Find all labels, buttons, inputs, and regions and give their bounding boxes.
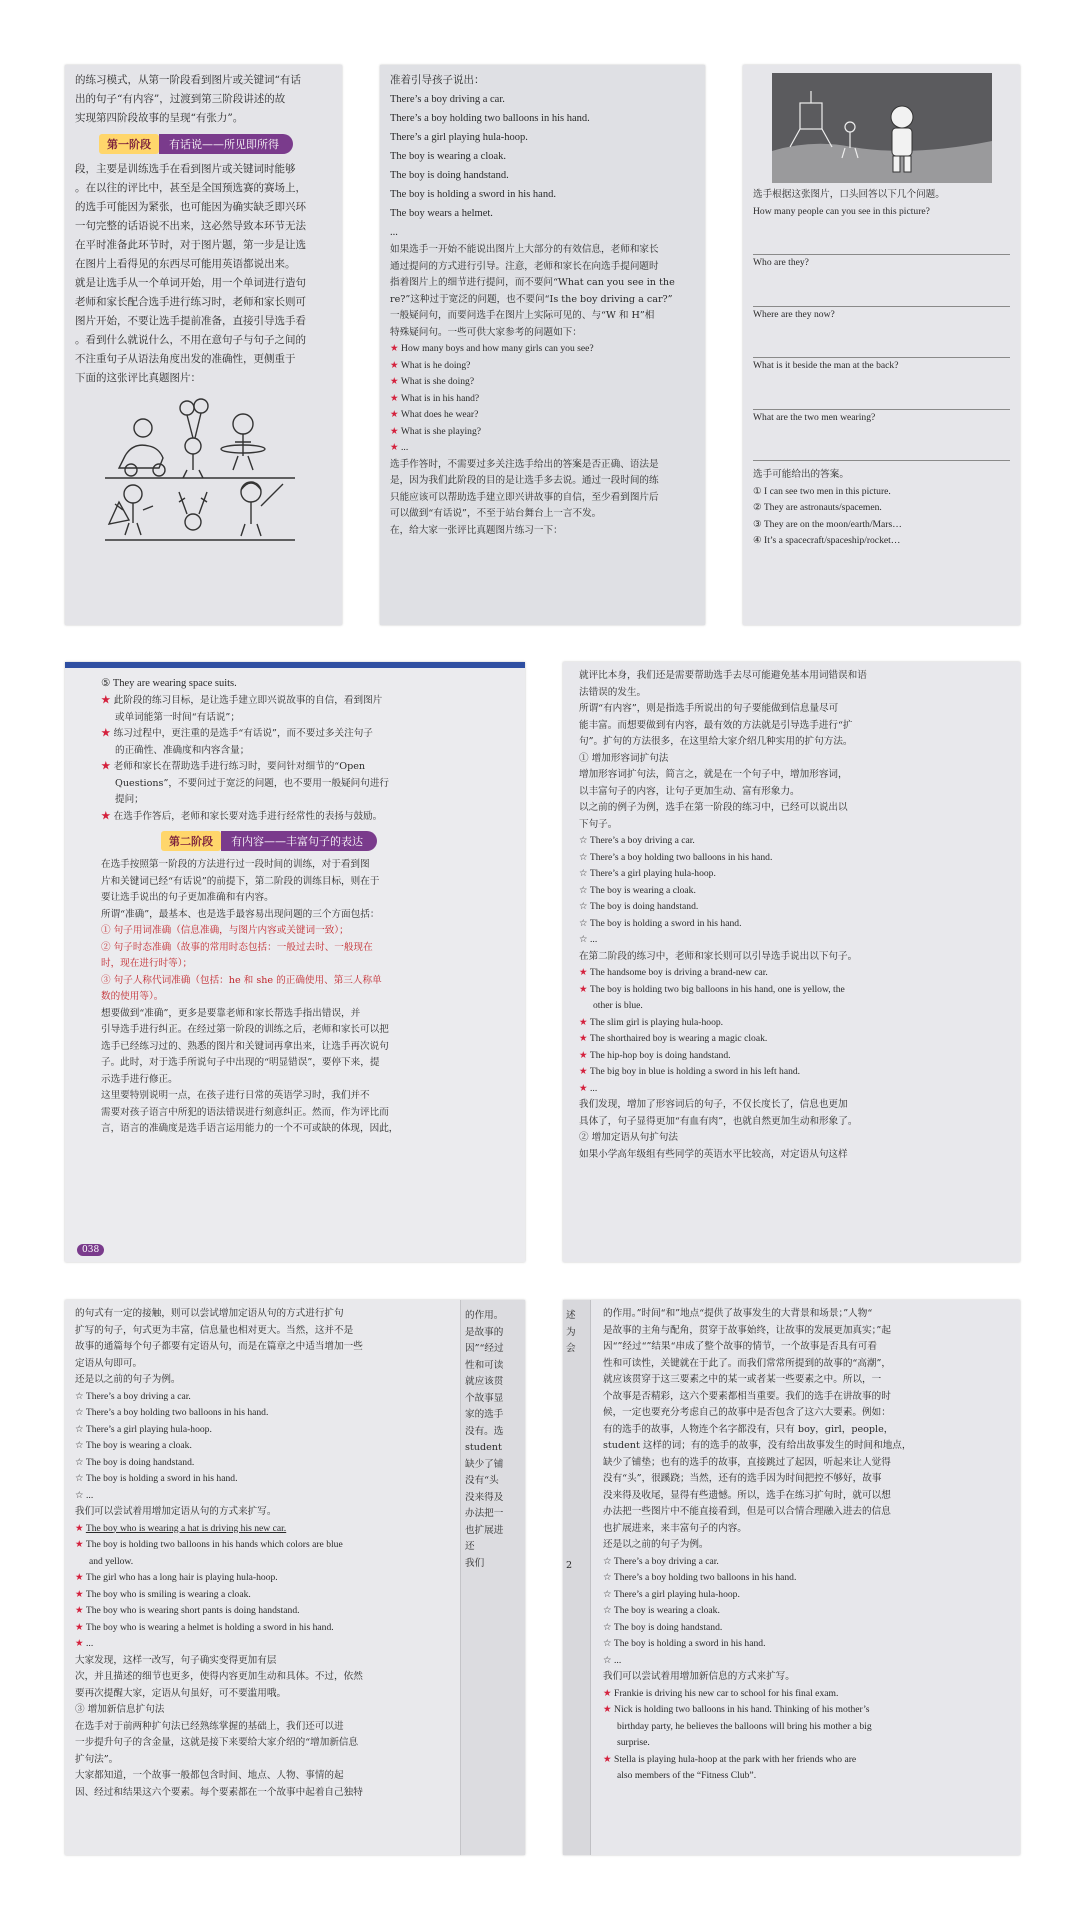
sentence-item: ... <box>390 227 398 238</box>
text-line: 所谓“准确”，最基本、也是选手最容易出现问题的三个方面包括： <box>101 908 380 920</box>
text-line: 能丰富。而想要做到有内容，最有效的方法就是引导选手进行“扩 <box>579 719 853 731</box>
answer-line <box>753 426 1010 461</box>
text-fragment: 为 <box>566 1326 576 1338</box>
sentence-item: ☆ There’s a girl playing hula-hoop. <box>603 1588 740 1600</box>
text-line: 具体了，句子显得更加“有血有肉”，也就自然更加生动和形象了。 <box>579 1115 858 1127</box>
sentence-item: The boy is holding a sword in his hand. <box>390 189 556 200</box>
text-line: 的选手可能因为紧张，也可能因为确实缺乏即兴环 <box>75 201 306 213</box>
text-fragment: 还 <box>465 1541 475 1552</box>
sentence-item: ☆ ... <box>579 934 598 945</box>
red-star-icon: ★ <box>101 728 111 739</box>
red-star-icon: ★ <box>390 442 399 453</box>
note-item: ★ 在选手作答后，老师和家长要对选手进行经常性的表扬与鼓励。 <box>101 810 383 822</box>
answer-line <box>753 323 1010 358</box>
text-line: 故事的通篇每个句子都要有定语从句，而是在篇章之中适当增加一些 <box>75 1341 363 1352</box>
sentence-item: The boy is wearing a cloak. <box>390 151 507 162</box>
sentence-item: The boy is doing handstand. <box>390 170 509 181</box>
red-star-icon: ★ <box>75 1638 84 1649</box>
red-star-icon: ★ <box>75 1572 84 1583</box>
answer-item: ① I can see two men in this picture. <box>753 485 891 497</box>
text-fragment: 家的选手 <box>465 1409 504 1420</box>
text-line: 言，语言的准确度是选手语言运用能力的一个不可或缺的体现，因此， <box>101 1123 399 1134</box>
sentence-item: ☆ The boy is holding a sword in his hand. <box>579 917 742 929</box>
text-line: 要让选手说出的句子更加准确和有内容。 <box>101 892 274 903</box>
text-line: 准着引导孩子说出： <box>390 74 485 86</box>
question-item: Who are they? <box>753 257 809 268</box>
question-item: ★ What is he doing? <box>390 359 471 371</box>
text-line: 在平时准备此环节时，对于图片题，第一步是让选 <box>75 239 306 251</box>
red-star-icon: ★ <box>390 343 399 354</box>
text-line: 因“”经过“”结果“串成了整个故事的情节，一个故事是否具有可看 <box>603 1341 877 1352</box>
book-photo-4 <box>65 662 525 1262</box>
text-line: 实现第四阶段故事的呈现“有张力”。 <box>75 112 244 124</box>
text-line: 个故事是否精彩，这六个要素都相当重要。我们的选手在讲故事的时 <box>603 1390 891 1402</box>
book-photo-3 <box>743 65 1020 625</box>
facing-page-edge <box>563 1300 591 1855</box>
improved-sentence-cont: also members of the “Fitness Club”. <box>617 1770 757 1781</box>
sentence-item: ☆ ... <box>75 1489 94 1501</box>
text-line: 示选手进行修正。 <box>101 1073 178 1085</box>
text-line: 是，因为我们此阶段的目的是让选手多去说。通过一段时间的练 <box>390 475 659 486</box>
question-item: ★ How many boys and how many girls can you see? <box>390 343 594 354</box>
text-line: 也扩展进来，来丰富句子的内容。 <box>603 1522 747 1534</box>
text-line: 就评比本身，我们还是需要帮助选手去尽可能避免基本用词错误和语 <box>579 670 867 681</box>
text-line: 的练习模式，从第一阶段看到图片或关键词“有话 <box>75 74 301 86</box>
text-line: 下面的这张评比真题图片： <box>75 372 201 384</box>
improved-sentence: ★ The shorthaired boy is wearing a magic cloak. <box>579 1033 768 1044</box>
improved-sentence: ★ ... <box>579 1082 598 1094</box>
red-star-icon: ★ <box>390 425 399 437</box>
sentence-item: ☆ The boy is wearing a cloak. <box>75 1440 192 1451</box>
improved-sentence: ★ The boy who is smiling is wearing a cloak. <box>75 1588 251 1600</box>
sentence-item: There’s a boy driving a car. <box>390 94 505 105</box>
text-fragment: 没来得及 <box>465 1491 504 1503</box>
text-line: 只能应该可以帮助选手建立即兴讲故事的自信，至少看到图片后 <box>390 491 659 503</box>
improved-sentence: ★ The handsome boy is driving a brand-new car. <box>579 967 768 978</box>
improved-sentence-cont: and yellow. <box>89 1555 134 1567</box>
text-line: 出的句子“有内容”，过渡到第三阶段讲述的故 <box>75 93 286 105</box>
text-line: 扩写的句子，句式更为丰富，信息量也相对更大。当然，这并不是 <box>75 1324 354 1336</box>
question-item: ★ What is in his hand? <box>390 392 480 404</box>
text-line: 在选手按照第一阶段的方法进行过一段时间的训练，对于看到图 <box>101 859 370 870</box>
white-star-icon: ☆ <box>75 1456 84 1468</box>
text-fragment: 个故事显 <box>465 1392 504 1404</box>
text-line: 扩句法”。 <box>75 1753 119 1765</box>
text-fragment: student <box>465 1442 502 1453</box>
red-star-icon: ★ <box>390 392 399 404</box>
improved-sentence: ★ The girl who has a long hair is playing hula-hoop. <box>75 1572 278 1583</box>
white-star-icon: ☆ <box>579 917 588 929</box>
text-line: 一般疑问句，而要问选手在图片上实际可见的、与“W 和 H”相 <box>390 310 655 321</box>
sentence-item: ☆ The boy is wearing a cloak. <box>603 1605 720 1616</box>
sentence-item: ☆ There’s a boy driving a car. <box>603 1555 719 1567</box>
text-line: 因、经过和结果这六个要素。每个要素都在一个故事中起着自己独特 <box>75 1786 363 1798</box>
white-star-icon: ☆ <box>603 1555 612 1567</box>
text-fragment: 就应该贯 <box>465 1376 504 1387</box>
red-star-icon: ★ <box>101 695 111 706</box>
question-item: ★ What is she doing? <box>390 376 475 387</box>
text-fragment: 是故事的 <box>465 1326 504 1338</box>
sentence-item: ☆ There’s a boy driving a car. <box>579 835 695 846</box>
text-line: 一步提升句子的含金量，这就是接下来要给大家介绍的“增加新信息 <box>75 1737 359 1748</box>
improved-sentence: ★ The boy who is wearing a hat is driving his new car. <box>75 1522 287 1534</box>
text-fragment: 因”“经过 <box>465 1343 504 1354</box>
text-line: 定语从句即可。 <box>75 1357 143 1369</box>
stage-tag: 第二阶段 <box>161 831 221 851</box>
note-item: ★ 此阶段的练习目标，是让选手建立即兴说故事的自信，看到图片 <box>101 695 383 706</box>
text-line: 我们可以尝试着用增加新信息的方式来扩写。 <box>603 1671 795 1682</box>
white-star-icon: ☆ <box>603 1638 612 1649</box>
book-photo-6 <box>65 1300 525 1855</box>
text-line: 的作用。”时间“和”地点“提供了故事发生的大背景和场景；”人物“ <box>603 1308 873 1319</box>
note-item: ★ 练习过程中，更注重的是选手“有话说”，而不要过多关注句子 <box>101 728 373 739</box>
book-photo-7 <box>563 1300 1020 1855</box>
answer-line <box>753 272 1010 307</box>
question-prompt: 选手根据这张图片，口头回答以下几个问题。 <box>753 189 945 200</box>
text-line: 就是让选手从一个单词开始，用一个单词进行造句 <box>75 277 306 289</box>
text-fragment: 缺少了铺 <box>465 1458 504 1470</box>
white-star-icon: ☆ <box>579 851 588 863</box>
red-text-line: 数的使用等）。 <box>101 991 164 1002</box>
text-line: 次，并且描述的细节也更多，使得内容更加生动和具体。不过，依然 <box>75 1671 363 1682</box>
improved-sentence: ★ Stella is playing hula-hoop at the park with her friends who are <box>603 1753 857 1765</box>
red-star-icon: ★ <box>579 1066 588 1077</box>
text-line: 选手作答时，不需要过多关注选手给出的答案是否正确、语法是 <box>390 458 659 470</box>
red-star-icon: ★ <box>579 1082 588 1094</box>
improved-sentence-cont: surprise. <box>617 1737 650 1748</box>
text-line: 候，一定也要充分考虑自己的故事中是否包含了这六大要素。例如： <box>603 1407 891 1418</box>
book-photo-1 <box>65 65 342 625</box>
red-star-icon: ★ <box>75 1588 84 1600</box>
text-line: re?”这种过于宽泛的问题，也不要问“Is the boy driving a car?” <box>390 293 673 305</box>
answer-item: ② They are astronauts/spacemen. <box>753 502 882 513</box>
stage-tag: 第一阶段 <box>99 134 159 154</box>
text-line: 法错误的发生。 <box>579 686 647 698</box>
stage-title: 有内容——丰富句子的表达 <box>221 831 377 851</box>
red-text-line: 时，现在进行时等）； <box>101 958 193 969</box>
note-line: 提问； <box>115 794 144 805</box>
red-star-icon: ★ <box>579 1049 588 1061</box>
text-line: 段，主要是训练选手在看到图片或关键词时能够 <box>75 163 296 175</box>
text-line: 增加形容词扩句法，简言之，就是在一个句子中，增加形容词， <box>579 769 848 780</box>
text-line: 我们发现，增加了形容词后的句子，不仅长度长了，信息也更加 <box>579 1099 848 1110</box>
improved-sentence: ★ The hip-hop boy is doing handstand. <box>579 1049 731 1061</box>
text-line: 句”。扩句的方法很多，在这里给大家介绍几种实用的扩句方法。 <box>579 736 853 747</box>
white-star-icon: ☆ <box>75 1407 84 1418</box>
red-star-icon: ★ <box>579 1016 588 1028</box>
answers-intro: 选手可能给出的答案。 <box>753 469 849 480</box>
white-star-icon: ☆ <box>579 901 588 912</box>
sentence-item: ☆ The boy is wearing a cloak. <box>579 884 696 896</box>
question-item: What is it beside the man at the back? <box>753 360 899 371</box>
text-line: ① 增加形容词扩句法 <box>579 752 669 764</box>
text-fragment: 的作用。 <box>465 1310 504 1321</box>
text-line: 没来得及收尾，显得有些遗憾。所以，选手在练习扩句时，就可以想 <box>603 1489 891 1501</box>
text-line: 如果选手一开始不能说出图片上大部分的有效信息，老师和家长 <box>390 244 659 255</box>
red-text-line: ② 句子时态准确（故事的常用时态包括：一般过去时、一般现在 <box>101 941 373 953</box>
improved-sentence: ★ The boy who is wearing a helmet is holding a sword in his hand. <box>75 1621 334 1633</box>
white-star-icon: ☆ <box>603 1654 612 1666</box>
question-item: ★ What does he wear? <box>390 409 479 420</box>
text-fragment: 没有。选 <box>465 1425 504 1437</box>
red-star-icon: ★ <box>579 1033 588 1044</box>
text-line: 。看到什么就说什么，不用在意句子与句子之间的 <box>75 334 306 346</box>
stage-heading <box>161 831 515 851</box>
stage-title: 有话说——所见即所得 <box>159 134 293 154</box>
red-star-icon: ★ <box>75 1621 84 1633</box>
page-number: 038 <box>77 1244 104 1256</box>
text-fragment: 办法把一 <box>465 1508 504 1519</box>
improved-sentence-cont: other is blue. <box>593 1000 643 1011</box>
red-star-icon: ★ <box>75 1605 84 1616</box>
text-line: 需要对孩子语言中所犯的语法错误进行刻意纠正。然而，作为评比而 <box>101 1106 389 1118</box>
text-line: 。在以往的评比中，甚至是全国预选赛的赛场上， <box>75 182 306 194</box>
text-line: 想要做到“准确”，更多是要靠老师和家长帮选手指出错误，并 <box>101 1007 361 1019</box>
text-line: 如果小学高年级组有些同学的英语水平比较高，对定语从句这样 <box>579 1148 848 1160</box>
text-line: 在选手对于前两种扩句法已经熟练掌握的基础上，我们还可以进 <box>75 1720 344 1732</box>
book-photo-2 <box>380 65 705 625</box>
improved-sentence: ★ The boy is holding two big balloons in his hand, one is yellow, the <box>579 983 845 995</box>
text-fragment: 2 <box>566 1559 573 1571</box>
note-line: 的正确性、准确度和内容含量； <box>115 744 250 756</box>
stage-heading <box>99 134 332 154</box>
text-line: 有的选手的故事，人物连个名字都没有，只有 boy，girl，people， <box>603 1423 894 1435</box>
text-fragment: 我们 <box>465 1557 485 1569</box>
sentence-item: ☆ There’s a boy holding two balloons in his hand. <box>579 851 773 863</box>
improved-sentence: ★ ... <box>75 1638 94 1649</box>
red-text-line: ③ 句子人称代词准确（包括：he 和 she 的正确使用、第三人称单 <box>101 974 382 986</box>
sentence-item: ☆ There’s a boy driving a car. <box>75 1390 191 1402</box>
text-line: 选手已经练习过的、熟悉的图片和关键词再拿出来，让选手再次说句 <box>101 1040 389 1052</box>
text-line: 下句子。 <box>579 818 618 830</box>
text-line: 就应该贯穿于这三要素之中的某一或者某一些要素之中。所以，一 <box>603 1374 882 1385</box>
answer-line <box>753 220 1010 255</box>
text-line: 在第二阶段的练习中，老师和家长则可以引导选手说出以下句子。 <box>579 950 858 962</box>
white-star-icon: ☆ <box>603 1621 612 1633</box>
text-line: 缺少了铺垫；也有的选手的故事，直接跳过了起因，听起来让人觉得 <box>603 1456 891 1468</box>
sentence-item: ☆ There’s a boy holding two balloons in his hand. <box>603 1572 797 1583</box>
text-line: ③ 增加新信息扩句法 <box>75 1704 165 1715</box>
text-line: 以丰富句子的内容，让句子更加生动、富有形象力。 <box>579 785 800 797</box>
text-line: 办法把一些图片中不能直接看到，但是可以合情合理融入进去的信息 <box>603 1506 891 1517</box>
sentence-item: ☆ There’s a girl playing hula-hoop. <box>75 1423 212 1435</box>
text-line: 大家发现，这样一改写，句子确实变得更加有层 <box>75 1654 277 1666</box>
question-item: Where are they now? <box>753 308 835 320</box>
sentence-item: ☆ There’s a boy holding two balloons in his hand. <box>75 1407 269 1418</box>
red-star-icon: ★ <box>101 761 111 772</box>
sentence-item: ☆ ... <box>603 1654 622 1666</box>
question-item: How many people can you see in this picture? <box>753 205 930 217</box>
white-star-icon: ☆ <box>75 1440 84 1451</box>
astronaut-illustration <box>772 73 992 183</box>
note-line: 或单词能第一时间“有话说”； <box>115 711 240 723</box>
sentence-item: The boy wears a helmet. <box>390 208 493 219</box>
text-line: 通过提问的方式进行引导。注意，老师和家长在向选手提问题时 <box>390 260 659 272</box>
red-star-icon: ★ <box>101 810 111 822</box>
sentence-item: There’s a girl playing hula-hoop. <box>390 132 528 143</box>
text-fragment: 性和可读 <box>465 1359 504 1371</box>
text-line: ② 增加定语从句扩句法 <box>579 1132 678 1143</box>
text-fragment: 述 <box>566 1310 576 1321</box>
text-line: 要再次提醒大家，定语从句虽好，可不要滥用哦。 <box>75 1687 287 1699</box>
text-line: 没有“头”，很蹊跷；当然，还有的选手因为时间把控不够好，故事 <box>603 1473 882 1484</box>
facing-page-edge <box>460 1300 525 1855</box>
white-star-icon: ☆ <box>579 868 588 879</box>
text-line: 图片开始，不要让选手提前准备，直接引导选手看 <box>75 315 306 327</box>
text-line: 还是以之前的句子为例。 <box>603 1539 709 1550</box>
improved-sentence: ★ Nick is holding two balloons in his hand. Thinking of his mother’s <box>603 1704 870 1715</box>
text-line: 在图片上看得见的东西尽可能用英语都说出来。 <box>75 258 296 270</box>
question-item: ★ ... <box>390 442 409 453</box>
sentence-item: ☆ The boy is holding a sword in his hand. <box>75 1473 238 1484</box>
text-line: 以之前的例子为例，选手在第一阶段的练习中，已经可以说出以 <box>579 802 848 813</box>
children-illustration <box>75 394 315 544</box>
text-line: 在，给大家一张评比真题图片练习一下： <box>390 524 563 536</box>
text-line: student 这样的词；有的选手的故事，没有给出故事发生的时间和地点， <box>603 1440 912 1451</box>
text-line: 所谓“有内容”，则是指选手所说出的句子要能做到信息量尽可 <box>579 703 839 714</box>
improved-sentence: ★ The boy is holding two balloons in his hands which colors are blue <box>75 1539 343 1550</box>
white-star-icon: ☆ <box>75 1473 84 1484</box>
text-line: 的句式有一定的接触，则可以尝试增加定语从句的方式进行扩句 <box>75 1308 344 1319</box>
sentence-item: ☆ The boy is doing handstand. <box>579 901 699 912</box>
text-line: 指着图片上的细节进行提问，而不要问“What can you see in the <box>390 277 675 288</box>
red-star-icon: ★ <box>75 1539 84 1550</box>
text-line: 不注重句子从语法角度出发的准确性，更侧重于 <box>75 353 296 365</box>
answer-item: ⑤ They are wearing space suits. <box>101 678 237 689</box>
red-star-icon: ★ <box>603 1753 612 1765</box>
question-item: ★ What is she playing? <box>390 425 482 437</box>
sentence-item: ☆ There’s a girl playing hula-hoop. <box>579 868 716 879</box>
text-line: 一句完整的话语说不出来，这必然导致本环节无法 <box>75 220 306 232</box>
improved-sentence-cont: birthday party, he believes the balloons will bring his mother a big <box>617 1720 872 1732</box>
text-line: 特殊疑问句。一些可供大家参考的问题如下： <box>390 326 582 338</box>
answer-item: ③ They are on the moon/earth/Mars… <box>753 518 902 530</box>
sentence-item: ☆ The boy is holding a sword in his hand. <box>603 1638 766 1649</box>
white-star-icon: ☆ <box>603 1588 612 1600</box>
text-fragment: 会 <box>566 1343 576 1354</box>
text-fragment: 也扩展进 <box>465 1524 504 1536</box>
text-fragment: 没有“头 <box>465 1475 499 1486</box>
red-star-icon: ★ <box>579 983 588 995</box>
red-star-icon: ★ <box>390 359 399 371</box>
text-line: 还是以之前的句子为例。 <box>75 1374 181 1385</box>
improved-sentence: ★ Frankie is driving his new car to school for his final exam. <box>603 1687 839 1699</box>
red-star-icon: ★ <box>390 409 399 420</box>
answer-item: ④ It’s a spacecraft/spaceship/rocket… <box>753 535 901 546</box>
red-star-icon: ★ <box>603 1704 612 1715</box>
note-item: ★ 老师和家长在帮助选手进行练习时，要问针对细节的“Open <box>101 761 366 772</box>
white-star-icon: ☆ <box>75 1423 84 1435</box>
sentence-item: ☆ The boy is doing handstand. <box>603 1621 723 1633</box>
text-line: 大家都知道，一个故事一般都包含时间、地点、人物、事情的起 <box>75 1770 344 1781</box>
book-photo-5 <box>563 662 1020 1262</box>
improved-sentence: ★ The boy who is wearing short pants is doing handstand. <box>75 1605 300 1616</box>
question-item: What are the two men wearing? <box>753 411 876 423</box>
answer-line <box>753 375 1010 410</box>
sentence-item: There’s a boy holding two balloons in his hand. <box>390 113 590 124</box>
red-star-icon: ★ <box>390 376 399 387</box>
white-star-icon: ☆ <box>579 884 588 896</box>
improved-sentence: ★ The big boy in blue is holding a sword in his left hand. <box>579 1066 801 1077</box>
text-line: 可以做到“有话说”，不至于站台舞台上一言不发。 <box>390 508 602 519</box>
white-star-icon: ☆ <box>75 1489 84 1501</box>
text-line: 性和可读性，关键就在于此了。而我们常常所提到的故事的“高潮”， <box>603 1357 892 1369</box>
text-line: 引导选手进行纠正。在经过第一阶段的训练之后，老师和家长可以把 <box>101 1024 389 1035</box>
text-line: 片和关键词已经“有话说”的前提下，第二阶段的训练目标，则在于 <box>101 875 380 887</box>
white-star-icon: ☆ <box>603 1572 612 1583</box>
note-line: Questions”，不要问过于宽泛的问题，也不要用一般疑问句进行 <box>115 777 390 789</box>
red-text-line: ① 句子用词准确（信息准确，与图片内容或关键词一致）； <box>101 925 349 936</box>
red-star-icon: ★ <box>75 1522 84 1534</box>
white-star-icon: ☆ <box>75 1390 84 1402</box>
text-line: 子。此时，对于选手所说句子中出现的“明显错误”，要停下来，提 <box>101 1057 380 1068</box>
text-line: 是故事的主角与配角，贯穿于故事始终，让故事的发展更加真实；”起 <box>603 1324 891 1336</box>
improved-sentence: ★ The slim girl is playing hula-hoop. <box>579 1016 724 1028</box>
sentence-item: ☆ The boy is doing handstand. <box>75 1456 195 1468</box>
red-star-icon: ★ <box>579 967 588 978</box>
white-star-icon: ☆ <box>579 835 588 846</box>
white-star-icon: ☆ <box>579 934 588 945</box>
red-star-icon: ★ <box>603 1687 612 1699</box>
text-line: 老师和家长配合选手进行练习时，老师和家长则可 <box>75 296 306 308</box>
white-star-icon: ☆ <box>603 1605 612 1616</box>
text-line: 这里要特别说明一点，在孩子进行日常的英语学习时，我们并不 <box>101 1090 370 1101</box>
text-line: 我们可以尝试着用增加定语从句的方式来扩写。 <box>75 1506 277 1517</box>
